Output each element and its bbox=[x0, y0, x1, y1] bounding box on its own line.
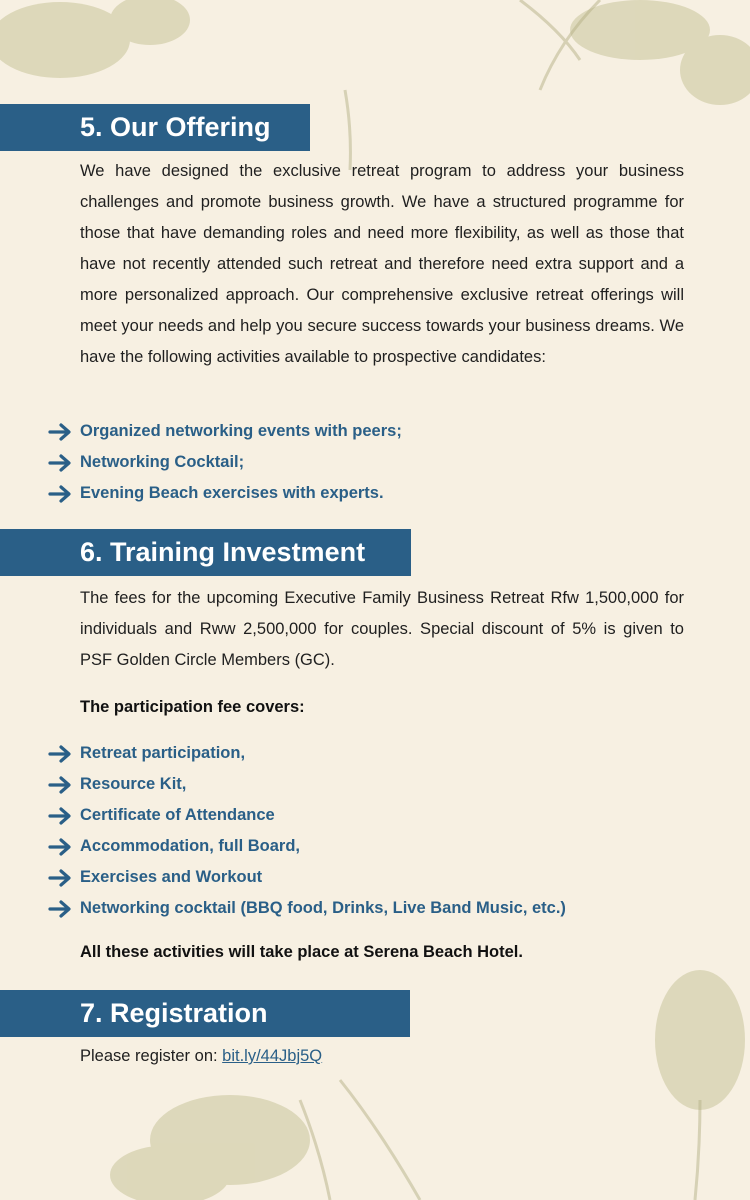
registration-link[interactable]: bit.ly/44Jbj5Q bbox=[222, 1047, 323, 1065]
section-title: 5. Our Offering bbox=[80, 112, 271, 142]
section-title: 7. Registration bbox=[80, 998, 268, 1028]
arrow-right-icon bbox=[0, 485, 80, 503]
section-title: 6. Training Investment bbox=[80, 537, 366, 567]
section-header-offering bbox=[0, 104, 310, 151]
arrow-right-icon bbox=[0, 745, 80, 763]
section-header-investment bbox=[0, 529, 411, 576]
investment-paragraph: The fees for the upcoming Executive Family Business Retreat Rfw 1,500,000 for individuals and Rww 2,500,000 for couples. Special discount of 5% is given to PSF Golden Circle Members (GC). bbox=[80, 589, 684, 669]
arrow-right-icon bbox=[0, 838, 80, 856]
arrow-right-icon bbox=[0, 807, 80, 825]
list-item bbox=[0, 831, 750, 862]
list-item bbox=[0, 769, 750, 800]
fee-covers-list bbox=[0, 738, 750, 924]
list-item-text: Networking Cocktail; bbox=[80, 453, 245, 471]
arrow-right-icon bbox=[0, 900, 80, 918]
list-item bbox=[0, 478, 750, 509]
list-item-text: Retreat participation, bbox=[80, 744, 246, 762]
arrow-right-icon bbox=[0, 454, 80, 472]
list-item-text: Organized networking events with peers; bbox=[80, 422, 402, 440]
arrow-right-icon bbox=[0, 776, 80, 794]
list-item bbox=[0, 862, 750, 893]
list-item bbox=[0, 416, 750, 447]
registration-prompt: Please register on: bbox=[80, 1047, 218, 1065]
list-item-text: Networking cocktail (BBQ food, Drinks, Live Band Music, etc.) bbox=[80, 899, 566, 917]
list-item-text: Evening Beach exercises with experts. bbox=[80, 484, 384, 502]
list-item-text: Certificate of Attendance bbox=[80, 806, 275, 824]
list-item-text: Exercises and Workout bbox=[80, 868, 263, 886]
fee-covers-label: The participation fee covers: bbox=[80, 698, 305, 716]
arrow-right-icon bbox=[0, 869, 80, 887]
registration-line bbox=[80, 1047, 322, 1066]
section-header-registration bbox=[0, 990, 410, 1037]
offering-list bbox=[0, 416, 750, 509]
list-item bbox=[0, 800, 750, 831]
list-item bbox=[0, 738, 750, 769]
venue-note: All these activities will take place at Serena Beach Hotel. bbox=[80, 943, 523, 961]
offering-paragraph: We have designed the exclusive retreat program to address your business challenges and promote business growth. We have a structured programme for those that have demanding roles and need more flexibility, as well as those that have not recently attended such retreat and therefore need extra support and a more personalized approach. Our comprehensive exclusive retreat offerings will meet your needs and help you secure success towards your business dreams. We have the following activities available to prospective candidates: bbox=[80, 162, 684, 366]
list-item-text: Resource Kit, bbox=[80, 775, 187, 793]
list-item bbox=[0, 447, 750, 478]
list-item-text: Accommodation, full Board, bbox=[80, 837, 301, 855]
list-item bbox=[0, 893, 750, 924]
arrow-right-icon bbox=[0, 423, 80, 441]
